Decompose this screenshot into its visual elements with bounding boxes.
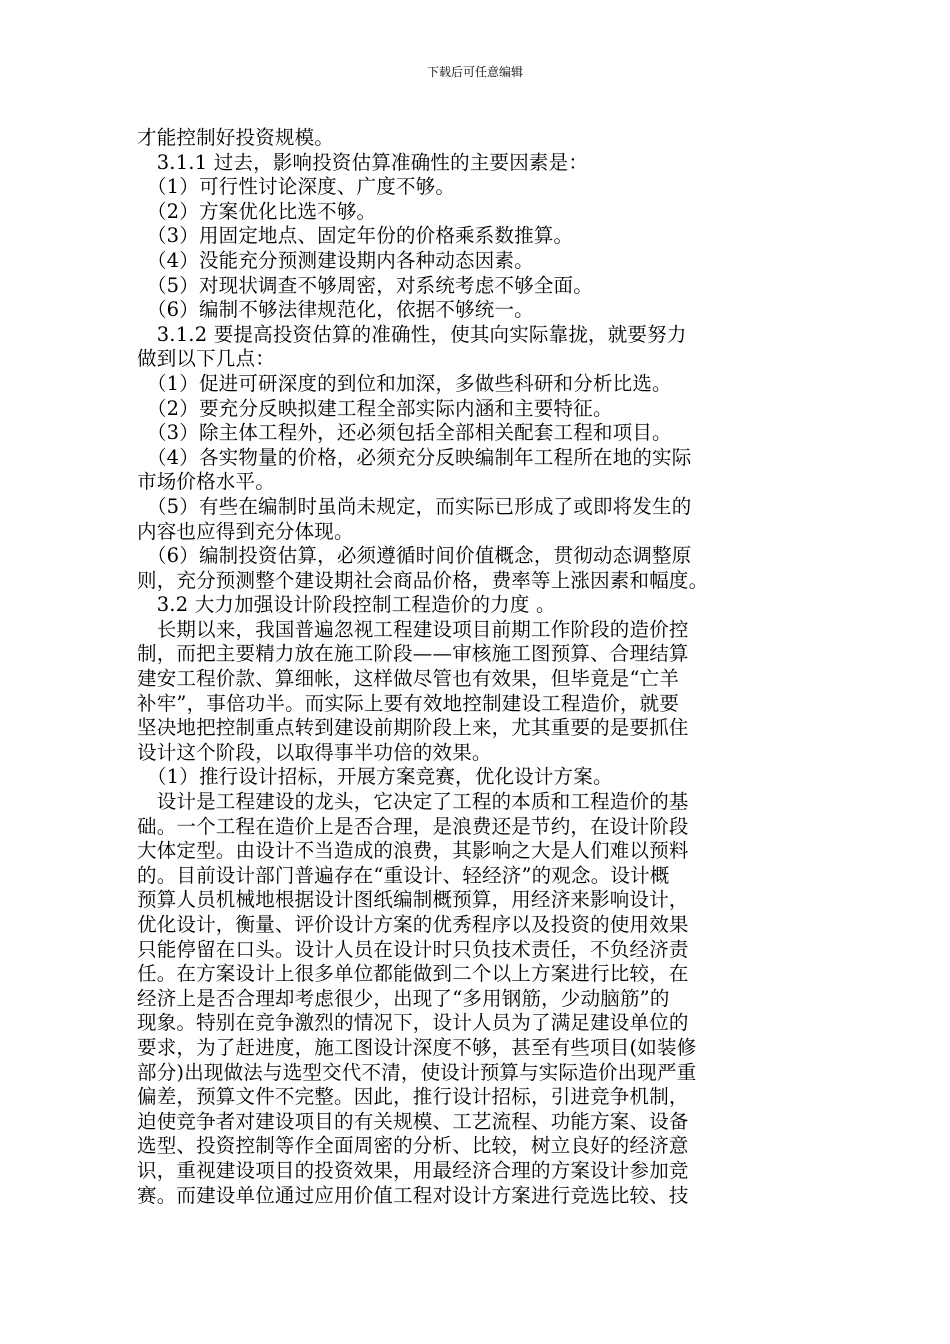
- text-line: 选型、投资控制等作全面周密的分析、比较，树立良好的经济意: [137, 1134, 689, 1158]
- text-line: 经济上是否合理却考虑很少，出现了“多用钢筋，少动脑筋”的: [137, 986, 670, 1010]
- text-line: 只能停留在口头。设计人员在设计时只负技术责任，不负经济责: [137, 937, 689, 961]
- text-line: （3）用固定地点、固定年份的价格乘系数推算。: [137, 224, 574, 248]
- text-line: 制，而把主要精力放在施工阶段——审核施工图预算、合理结算: [137, 642, 689, 666]
- page-header: 下载后可任意编辑: [426, 65, 523, 79]
- text-line: （6）编制投资估算，必须遵循时间价值概念，贯彻动态调整原: [137, 544, 692, 568]
- text-line: （4）没能充分预测建设期内各种动态因素。: [137, 248, 534, 272]
- text-line: （3）除主体工程外，还必须包括全部相关配套工程和项目。: [137, 421, 672, 445]
- text-line: 坚决地把控制重点转到建设前期阶段上来，尤其重要的是要抓住: [137, 716, 689, 740]
- text-line: （5）有些在编制时虽尚未规定，而实际已形成了或即将发生的: [137, 494, 692, 518]
- text-line: 预算人员机械地根据设计图纸编制概预算，用经济来影响设计，: [137, 888, 689, 912]
- text-line: 则，充分预测整个建设期社会商品价格，费率等上涨因素和幅度。: [137, 568, 709, 592]
- text-line: 大体定型。由设计不当造成的浪费，其影响之大是人们难以预料: [137, 839, 689, 863]
- text-line: 市场价格水平。: [137, 470, 275, 494]
- text-line: 设计这个阶段，以取得事半功倍的效果。: [137, 740, 492, 764]
- text-line: （2）要充分反映拟建工程全部实际内涵和主要特征。: [137, 396, 613, 420]
- text-line: 优化设计，衡量、评价设计方案的优秀程序以及投资的使用效果: [137, 913, 689, 936]
- text-line: 础。一个工程在造价上是否合理，是浪费还是节约，在设计阶段: [137, 814, 689, 838]
- text-line: 任。在方案设计上很多单位都能做到二个以上方案进行比较，在: [137, 962, 689, 986]
- text-line: （2）方案优化比选不够。: [137, 199, 377, 223]
- text-line: 补牢”，事倍功半。而实际上要有效地控制建设工程造价，就要: [137, 691, 680, 715]
- text-line: 现象。特别在竞争激烈的情况下，设计人员为了满足建设单位的: [137, 1011, 689, 1035]
- text-line: （6）编制不够法律规范化，依据不够统一。: [137, 298, 534, 322]
- text-line: 3.2 大力加强设计阶段控制工程造价的力度 。: [137, 593, 556, 617]
- text-line: 建安工程价款、算细帐，这样做尽管也有效果，但毕竟是“亡羊: [137, 667, 680, 691]
- text-line: 设计是工程建设的龙头，它决定了工程的本质和工程造价的基: [137, 790, 689, 814]
- text-line: 迫使竞争者对建设项目的有关规模、工艺流程、功能方案、设备: [137, 1109, 689, 1133]
- text-line: 内容也应得到充分体现。: [137, 519, 354, 543]
- text-line: （1）可行性讨论深度、广度不够。: [137, 175, 456, 199]
- text-line: （4）各实物量的价格，必须充分反映编制年工程所在地的实际: [137, 445, 692, 469]
- text-line: 的。目前设计部门普遍存在“重设计、轻经济”的观念。设计概: [137, 863, 670, 887]
- text-line: （1）促进可研深度的到位和加深，多做些科研和分析比选。: [137, 371, 672, 395]
- text-line: （1）推行设计招标，开展方案竞赛，优化设计方案。: [137, 765, 613, 789]
- text-line: 识，重视建设项目的投资效果，用最经济合理的方案设计参加竞: [137, 1158, 689, 1182]
- text-line: 赛。而建设单位通过应用价值工程对设计方案进行竞选比较、技: [137, 1183, 689, 1207]
- text-line: 长期以来，我国普遍忽视工程建设项目前期工作阶段的造价控: [137, 617, 689, 641]
- text-line: 部分)出现做法与选型交代不清，使设计预算与实际造价出现严重: [137, 1060, 697, 1084]
- text-line: 偏差，预算文件不完整。因此，推行设计招标，引进竞争机制，: [137, 1085, 689, 1109]
- text-line: 要求，为了赶进度，施工图设计深度不够，甚至有些项目(如装修: [137, 1035, 697, 1059]
- text-line: 做到以下几点：: [137, 347, 275, 371]
- text-line: （5）对现状调查不够周密，对系统考虑不够全面。: [137, 273, 593, 297]
- text-line: 3.1.1 过去，影响投资估算准确性的主要因素是：: [137, 150, 589, 174]
- body-text: [137, 126, 782, 1208]
- text-line: 3.1.2 要提高投资估算的准确性，使其向实际靠拢，就要努力: [137, 322, 687, 346]
- text-line: 才能控制好投资规模。: [137, 126, 335, 149]
